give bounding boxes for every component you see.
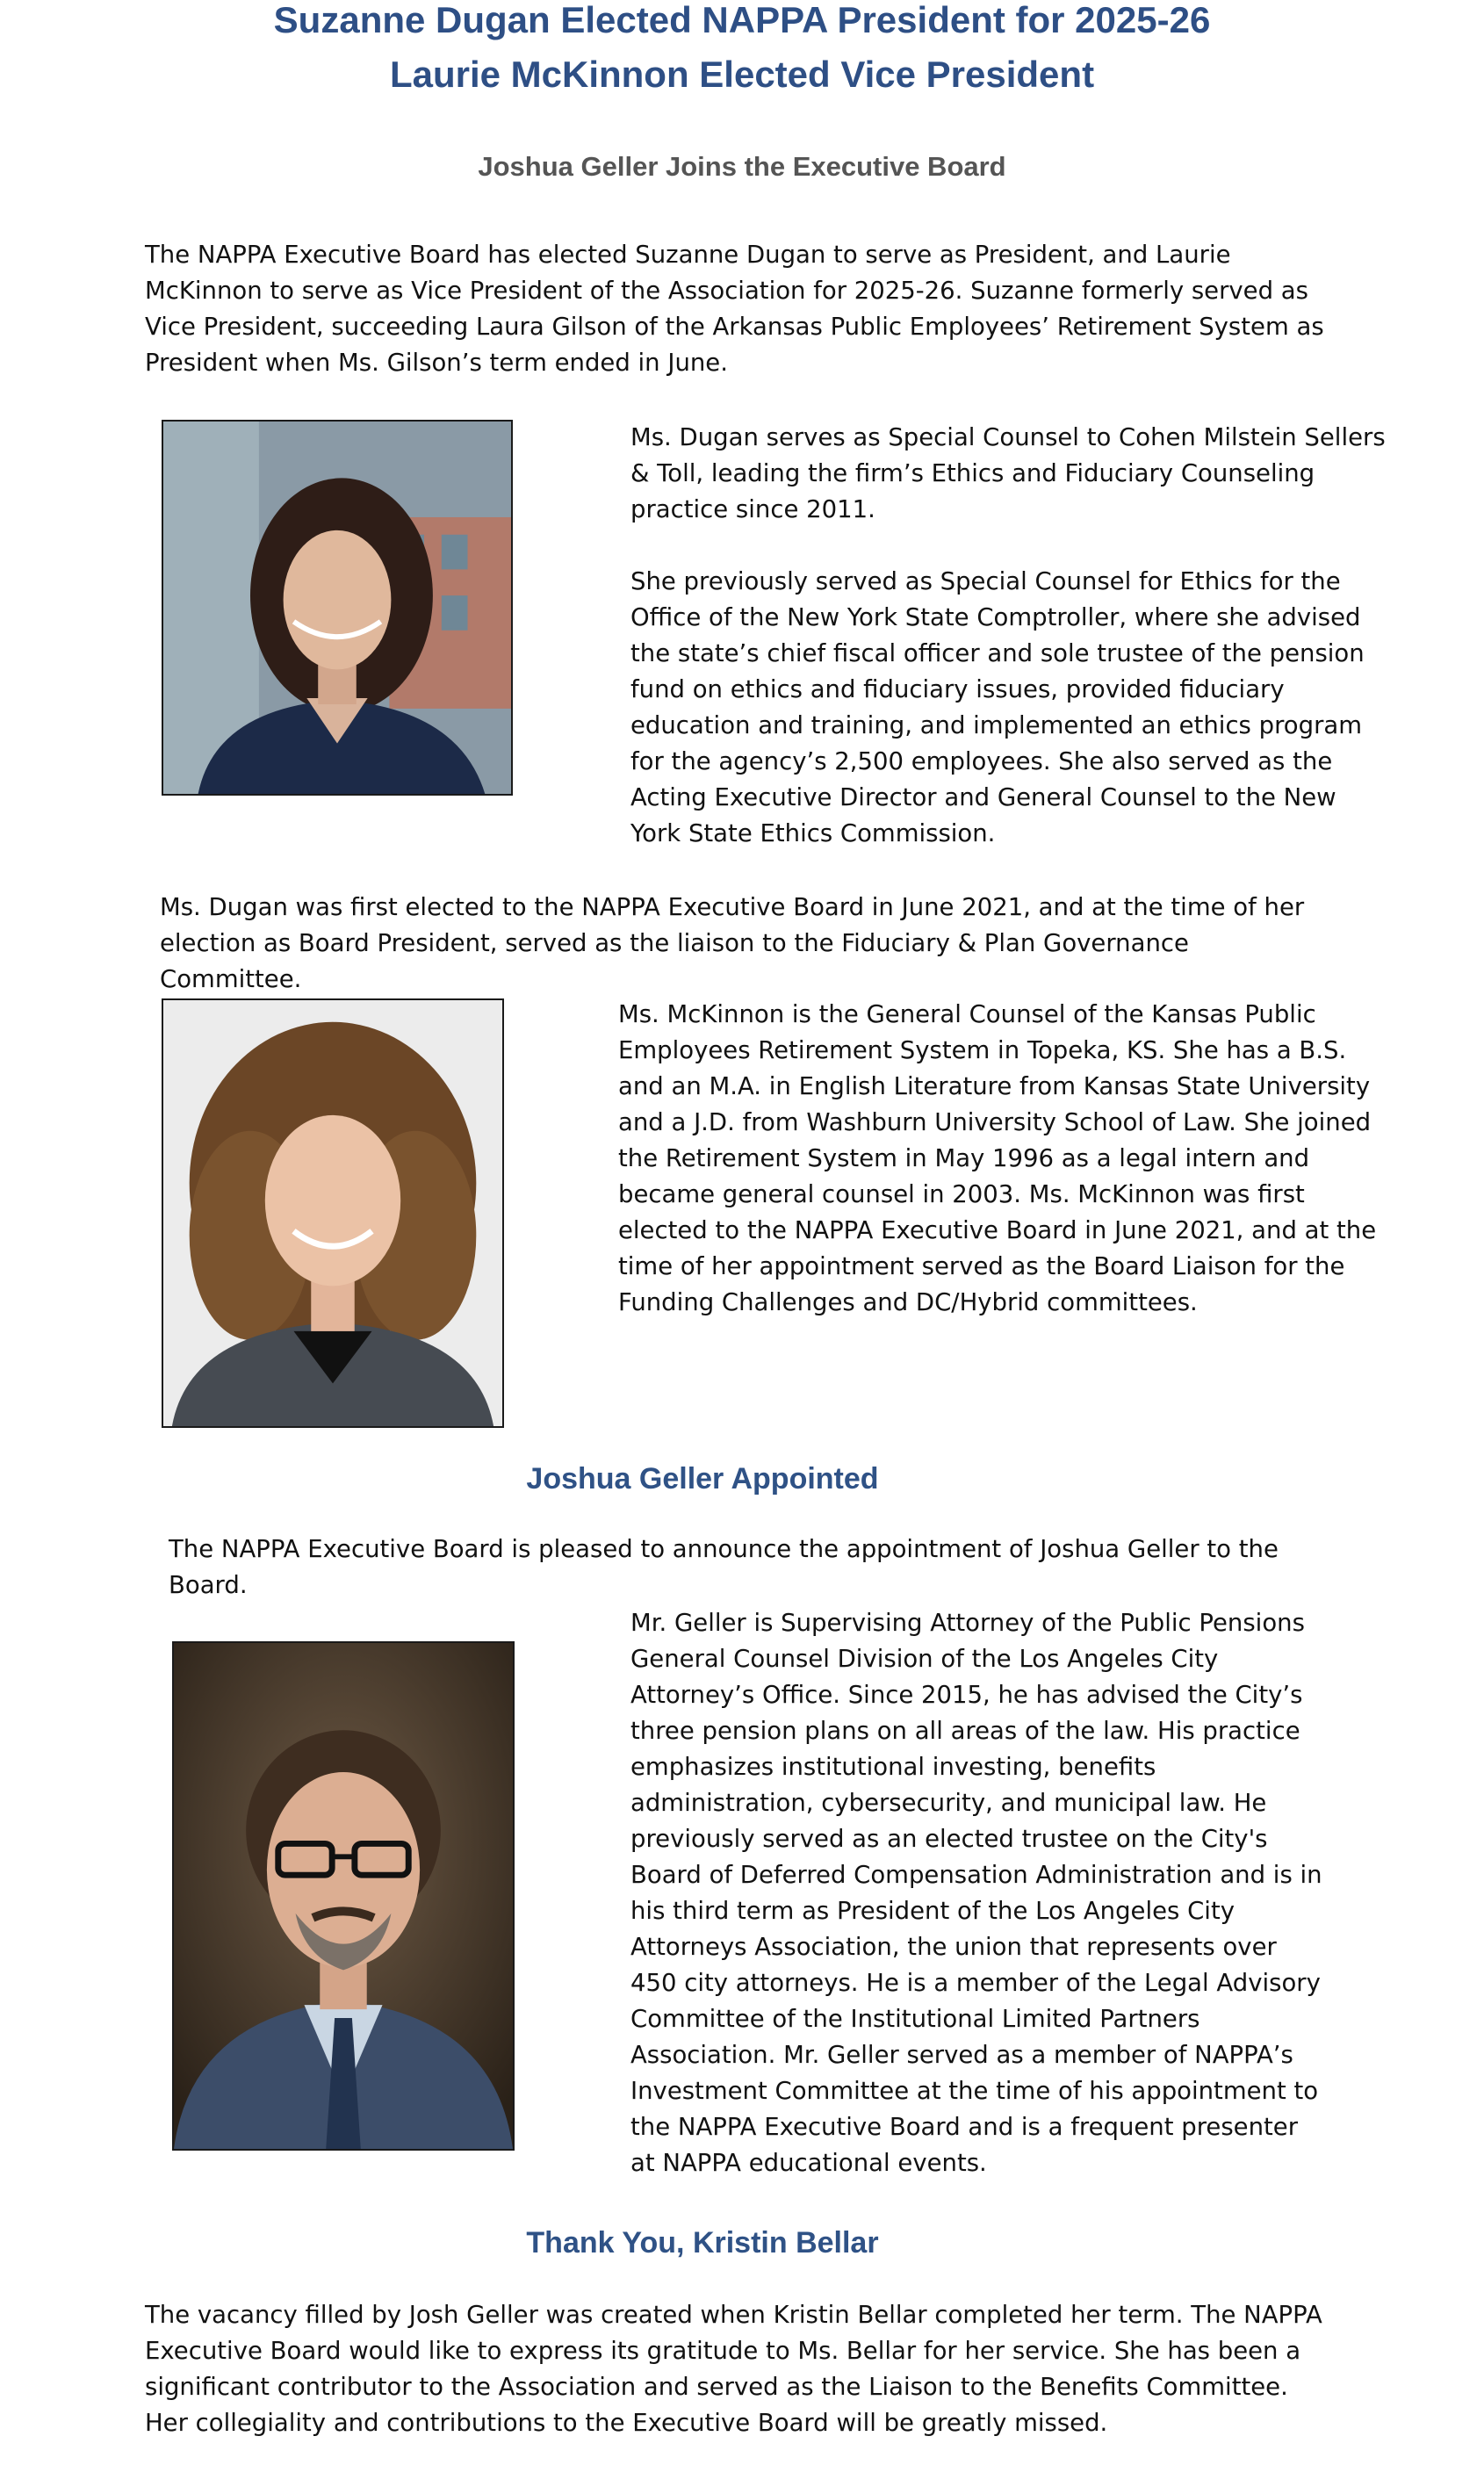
headline-line-1: Suzanne Dugan Elected NAPPA President for 2025-26	[273, 0, 1211, 40]
mckinnon-paragraph: Ms. McKinnon is the General Counsel of the Kansas Public Employees Retirement System in Topeka, KS. She has a B.S. and an M.A. in English Literature from Kansas State University and a J.D. from Washburn University School of Law. She joined the Retirement System in May 1996 as a legal intern and became general counsel in 2003. Ms. McKinnon was first elected to the NAPPA Executive Board in June 2021, and at the time of her appointment served as the Board Liaison for the Funding Challenges and DC/Hybrid committees.	[618, 1000, 1377, 1316]
geller-section-heading: Joshua Geller Appointed	[526, 1462, 879, 1496]
joshua-geller-photo	[172, 1641, 515, 2151]
geller-bio: Mr. Geller is Supervising Attorney of the Public Pensions General Counsel Division of the Los Angeles City Attorney’s Office. Since 2015, he has advised the City’s three pension plans on all areas of the law. His practice emphasizes institutional investing, benefits administration, cybersecurity, and municipal law. He previously served as an elected trustee on the City's Board of Deferred Compensation Administration and is in his third term as President of the Los Angeles City Attorneys Association, the union that represents over 450 city attorneys. He is a member of the Legal Advisory Committee of the Institutional Limited Partners Association. Mr. Geller served as a member of NAPPA’s Investment Committee at the time of his appointment to the NAPPA Executive Board and is a frequent presenter at NAPPA educational events.	[630, 1609, 1322, 2177]
dugan-paragraph-1: Ms. Dugan serves as Special Counsel to Cohen Milstein Sellers & Toll, leading the firm’s Ethics and Fiduciary Counseling practice since 2011.	[630, 423, 1386, 523]
dugan-paragraph-2: She previously served as Special Counsel for Ethics for the Office of the New York State Comptroller, where she advised the state’s chief fiscal officer and sole trustee of the pension fund on ethics and fiduciary issues, provided fiduciary education and training, and implemented an ethics program for the agency’s 2,500 employees. She also served as the Acting Executive Director and General Counsel to the New York State Ethics Commission.	[630, 567, 1365, 847]
laurie-mckinnon-photo	[162, 998, 504, 1428]
intro-paragraph: The NAPPA Executive Board has elected Suzanne Dugan to serve as President, and Laurie McKinnon to serve as Vice President of the Association for 2025-26. Suzanne formerly served as Vice President, succeeding Laura Gilson of the Arkansas Public Employees’ Retirement System as President when Ms. Gilson’s term ended in June.	[145, 241, 1324, 377]
headline-line-2: Laurie McKinnon Elected Vice President	[389, 54, 1095, 95]
bellar-paragraph: The vacancy filled by Josh Geller was created when Kristin Bellar completed her term. The NAPPA Executive Board would like to express its gratitude to Ms. Bellar for her service. She has been a significant contributor to the Association and served as the Liaison to the Benefits Committee. Her collegiality and contributions to the Executive Board will be greatly missed.	[145, 2301, 1322, 2437]
dugan-paragraph-3: Ms. Dugan was first elected to the NAPPA Executive Board in June 2021, and at the time of her election as Board President, served as the liaison to the Fiduciary & Plan Governance Committee.	[160, 893, 1305, 993]
bellar-section-heading: Thank You, Kristin Bellar	[526, 2226, 879, 2260]
suzanne-dugan-photo	[162, 420, 513, 796]
subheadline: Joshua Geller Joins the Executive Board	[478, 151, 1006, 182]
geller-announcement: The NAPPA Executive Board is pleased to announce the appointment of Joshua Geller to the Board.	[169, 1535, 1279, 1599]
